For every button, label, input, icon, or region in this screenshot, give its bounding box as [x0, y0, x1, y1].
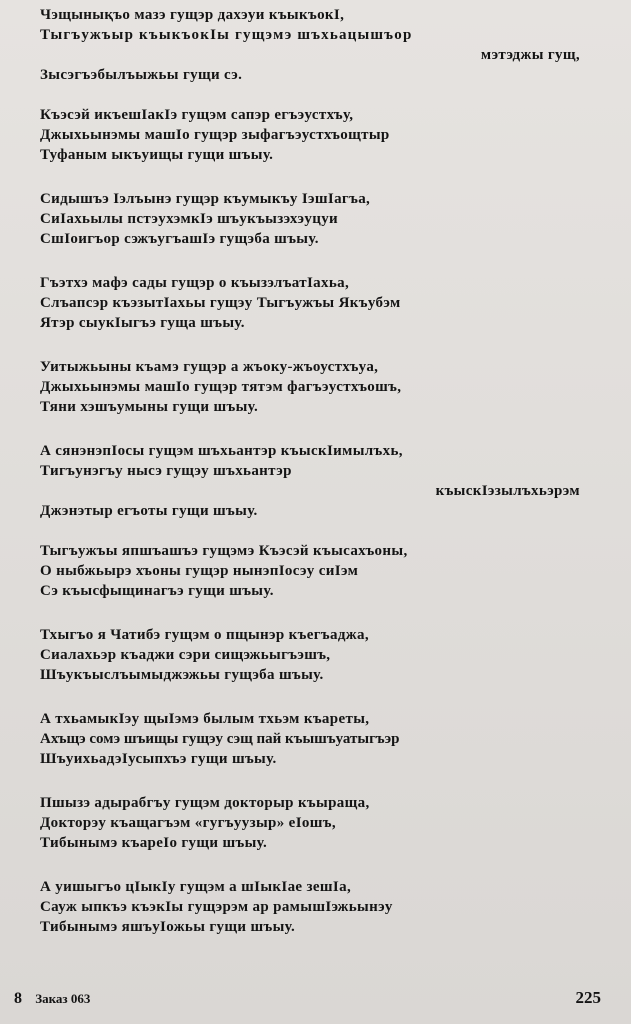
poem-line: СшIоигъор сэжъугъашIэ гущэба шъыу.	[40, 231, 319, 247]
poem-line: Чэщынықъо мазэ гущэр дахэуи къыкъокI,	[40, 7, 345, 23]
stanza-7	[40, 541, 600, 601]
poem-line: Тхыгъо я Чатибэ гущэм о пщынэр къегъаджа,	[40, 627, 369, 643]
poem-line: Джыхьынэмы машIо гущэр зыфагъэустхъощтыр	[40, 127, 390, 143]
poem-line-continuation: мэтэджы гущ,	[480, 47, 580, 63]
poem-line: А уишыгъо цIыкIу гущэм а шIыкIае зешIа,	[40, 879, 352, 895]
poem-line: ШъуихьадэIусыпхъэ гущи шъыу.	[40, 751, 277, 767]
page-footer	[14, 988, 601, 1008]
poem-line: Сидышъэ Iэлъынэ гущэр къумыкъу IэшIагъа,	[40, 191, 371, 207]
poem-line: Къэсэй икъешIакIэ гущэм сапэр егъэустхъу,	[40, 107, 354, 123]
poem-line: Слъапсэр къэзытIахьы гущэу Тыгъужъы Якъубэм	[40, 295, 401, 311]
stanza-10	[40, 793, 600, 853]
poem-line: Тыгъужъы япшъашъэ гущэмэ Къэсэй къысахъоны,	[40, 543, 408, 559]
poem-line: Тибынымэ яшъуIожьы гущи шъыу.	[40, 919, 296, 935]
poem-line: Сауж ыпкъэ къэкIы гущэрэм ар рамышIэжьынэу	[40, 899, 393, 915]
stanza-11	[40, 877, 600, 937]
poem-line: СиIахьылы пстэухэмкIэ шъукъызэхэуцуи	[40, 211, 339, 227]
stanza-5	[40, 357, 600, 417]
stanza-1	[40, 5, 600, 85]
poem-line: Джэнэтыр егъоты гущи шъыу.	[40, 503, 258, 519]
poem-line: Зысэгъэбылъыжьы гущи сэ.	[40, 67, 243, 83]
poem-line: Гъэтхэ мафэ сады гущэр о къызэлъатIахьа,	[40, 275, 350, 291]
stanza-9	[40, 709, 600, 769]
poem-line: Уитыжьыны къамэ гущэр а жъоку-жъоустхъуа,	[40, 359, 379, 375]
poem-line-continuation: къыскIэзылъхьэрэм	[435, 483, 580, 499]
poem-line: О ныбжьырэ хъоны гущэр нынэпIосэу сиIэм	[40, 563, 359, 579]
stanza-4	[40, 273, 600, 333]
stanza-2	[40, 105, 600, 165]
stanza-8	[40, 625, 600, 685]
poem-body	[40, 5, 600, 961]
order-label: Заказ 063	[35, 991, 91, 1006]
sheet-number: 8	[14, 990, 22, 1007]
poem-line: Тигъунэгъу нысэ гущэу шъхьантэр	[40, 463, 292, 479]
poem-line: Туфаным ыкъуищы гущи шъыу.	[40, 147, 274, 163]
poem-line: Ахъщэ сомэ шъищы гущэу сэщ пай къышъуатыгъэр	[40, 731, 400, 747]
poem-line: А тхьамыкIэу щыIэмэ былым тхьэм къареты,	[40, 711, 370, 727]
poem-line: А сянэнэпIосы гущэм шъхьантэр къыскIимылъхь,	[40, 443, 403, 459]
poem-line: Ятэр сыукIыгъэ гуща шъыу.	[40, 315, 245, 331]
poem-line: Докторэу къащагъэм «гугъуузыр» еIошъ,	[40, 815, 336, 831]
poem-line: Тибынымэ къареIо гущи шъыу.	[40, 835, 268, 851]
poem-line: Шъукъыслъымыджэжьы гущэба шъыу.	[40, 667, 324, 683]
poem-line: Тяни хэшъумыны гущи шъыу.	[40, 399, 259, 415]
stanza-3	[40, 189, 600, 249]
poem-line: Джыхьынэмы машIо гущэр тятэм фагъэустхъошъ,	[40, 379, 402, 395]
poem-line: Тыгъужъыр къыкъокIы гущэмэ шъхьацышъор	[40, 27, 413, 43]
page-number: 225	[575, 988, 601, 1007]
poem-line: Сиалахьэр къаджи сэри сищэжьыгъэшъ,	[40, 647, 331, 663]
stanza-6	[40, 441, 600, 521]
poem-line: Сэ къысфыщинагъэ гущи шъыу.	[40, 583, 274, 599]
poem-line: Пшызэ адырабгъу гущэм докторыр къыраща,	[40, 795, 370, 811]
printer-signature	[14, 990, 90, 1008]
